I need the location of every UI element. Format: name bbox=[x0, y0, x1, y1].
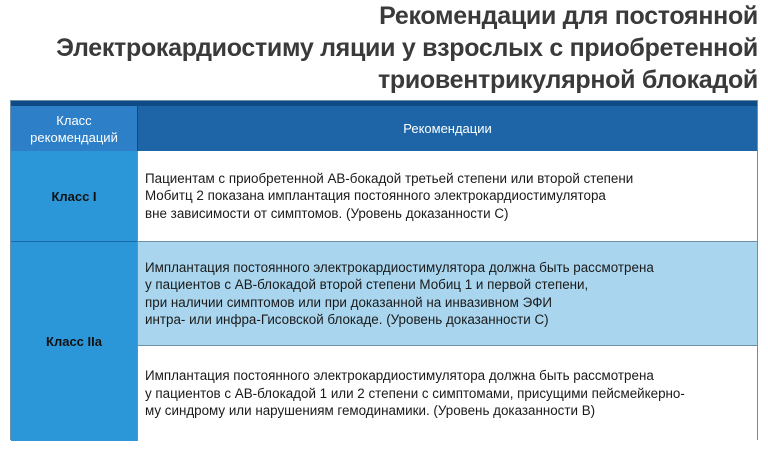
recommendation-cell bbox=[137, 151, 757, 242]
title-line: Рекомендации для постоянной bbox=[379, 2, 758, 30]
header-class-label: Класс bbox=[56, 112, 92, 128]
recommendation-text: вне зависимости от симптомов. (Уровень доказанности С) bbox=[145, 205, 509, 221]
recommendation-text: при наличии симптомов или при доказанной на инвазивном ЭФИ bbox=[145, 294, 552, 310]
recommendation-cell bbox=[137, 242, 757, 346]
table-header bbox=[11, 101, 757, 151]
recommendation-text: Мобитц 2 показана имплантация постоянного электрокардиостимулятора bbox=[145, 188, 606, 204]
recommendation-text: Имплантация постоянного электрокардиостимулятора должна быть рассмотрена bbox=[145, 259, 654, 275]
recommendation-text: Имплантация постоянного электрокардиостимулятора должна быть рассмотрена bbox=[145, 368, 654, 384]
recommendation-text: Пациентам с приобретенной АВ-бокадой третьей степени или второй степени bbox=[145, 170, 634, 186]
recommendations-table bbox=[10, 100, 758, 440]
class-cell: Класс IIa bbox=[11, 242, 137, 441]
recommendation-text: у пациентов с АВ-блокадой 1 или 2 степени с симптомами, присущими пейсмейкерно- bbox=[145, 385, 685, 401]
recommendation-text: му синдрому или нарушениям гемодинамики. (Уровень доказанности В) bbox=[145, 403, 596, 419]
class-cell: Класс I bbox=[11, 151, 137, 242]
recommendation-text: у пациентов с АВ-блокадой второй степени Мобиц 1 и первой степени, bbox=[145, 277, 589, 292]
recommendation-text: интра- или инфра-Гисовской блокаде. (Уровень доказанности С) bbox=[145, 312, 549, 327]
page-title bbox=[56, 0, 758, 96]
header-class-column bbox=[11, 106, 137, 151]
title-line: Электрокардиостиму ляции у взрослых с приобретенной bbox=[56, 34, 758, 62]
title-line: триовентрикулярной блокадой bbox=[377, 66, 758, 94]
header-recommendations-column: Рекомендации bbox=[137, 106, 757, 151]
header-class-label: рекомендаций bbox=[30, 129, 118, 145]
recommendation-cell bbox=[137, 346, 757, 441]
